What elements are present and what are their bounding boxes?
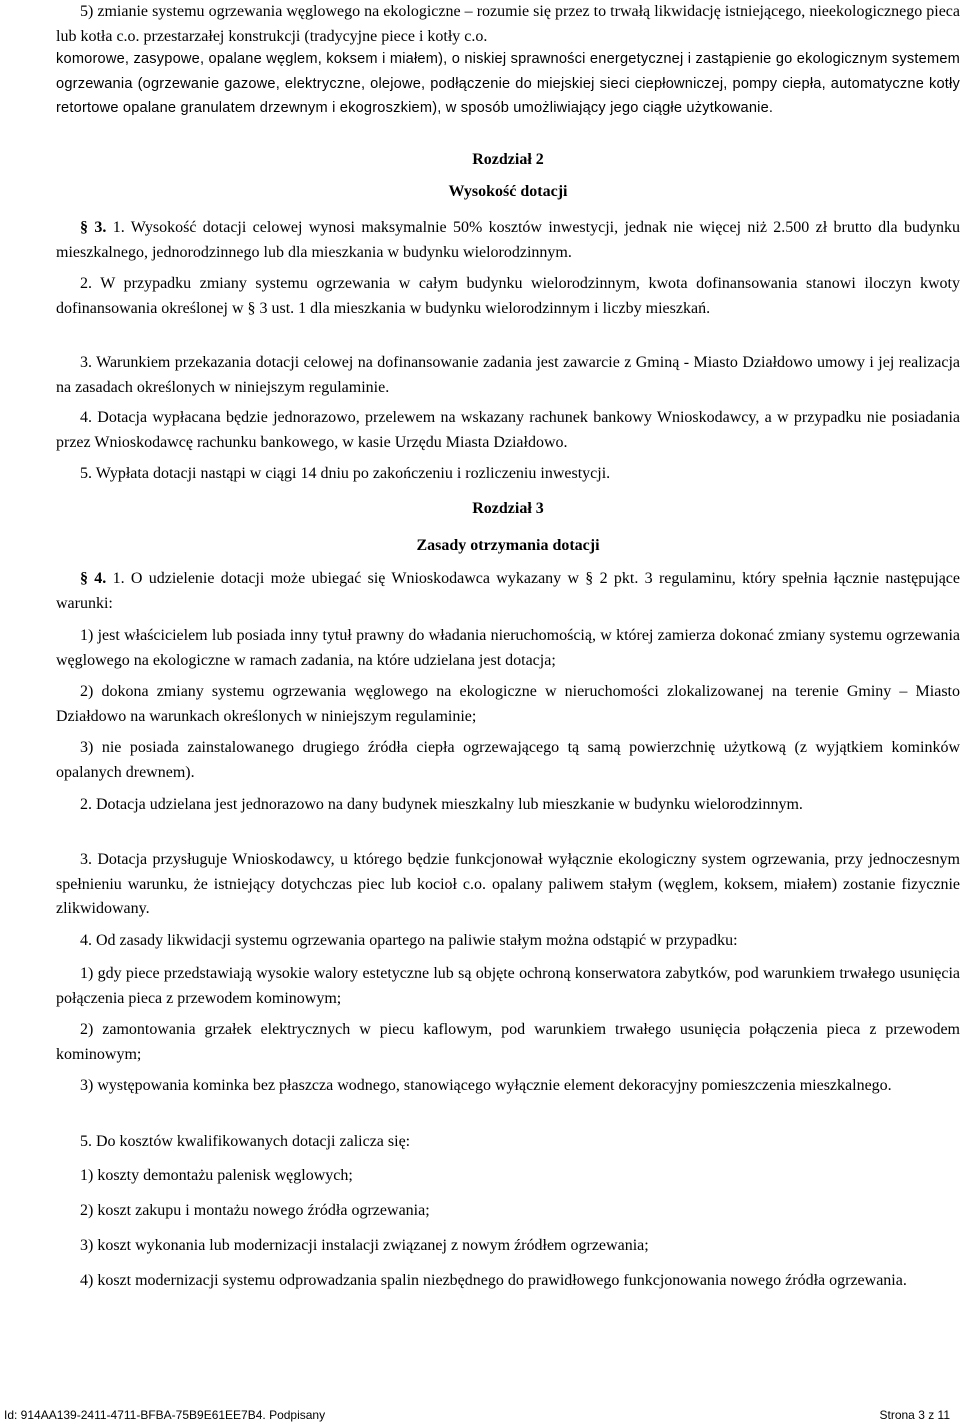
paragraph-text: 5. Do kosztów kwalifikowanych dotacji zalicza się: — [80, 1133, 411, 1150]
section-3-paragraph-4 — [56, 406, 960, 455]
section-4-paragraph-3 — [56, 848, 960, 922]
section-mark: § — [80, 219, 88, 236]
section-4-point-4-2 — [56, 1018, 960, 1067]
section-3-paragraph-5 — [56, 462, 960, 487]
intro-continuation: komorowe, zasypowe, opalane węglem, koksem i miałem), o niskiej sprawności energetycznej i zastąpienie go ekologicznym systemem ogrzewania (ogrzewanie gazowe, elektryczne, olejowe, podłączenie do miejskiej sieci ciepłowniczej, pompy ciepła, automatyczne kotły retortowe opalane granulatem drzewnym i ekogroszkiem), w sposób umożliwiający jego ciągłe użytkowanie. — [56, 51, 960, 116]
paragraph-text: 1. O udzielenie dotacji może ubiegać się Wnioskodawca wykazany w § 2 pkt. 3 regulaminu, który spełnia łącznie następujące warunki: — [56, 570, 960, 612]
section-3-paragraph-1 — [56, 216, 960, 265]
document-id: Id: 914AA139-2411-4711-BFBA-75B9E61EE7B4. Podpisany — [4, 1408, 326, 1422]
section-4-paragraph-1 — [56, 567, 960, 616]
section-4-point-5-2 — [56, 1199, 960, 1224]
intro-line: 5) zmianie systemu ogrzewania węglowego na ekologiczne – rozumie się przez to trwałą likwidację istniejącego, nieekologicznego pieca lub kotła c.o. przestarzałej konstrukcji (tradycyjne piece i kotły c.o. — [56, 3, 960, 45]
paragraph-text: 3. Dotacja przysługuje Wnioskodawcy, u którego będzie funkcjonował wyłącznie ekologiczny system ogrzewania, przy jednoczesnym spełnieniu warunku, że istniejący dotychczas piec lub kocioł c.o. opalany paliwem stałym (węglem, koksem, miałem) zostanie fizycznie zlikwidowany. — [56, 851, 960, 917]
paragraph-text: 2. Dotacja udzielana jest jednorazowo na dany budynek mieszkalny lub mieszkanie w budynku wielorodzinnym. — [80, 796, 803, 813]
paragraph-text: 3) koszt wykonania lub modernizacji instalacji związanej z nowym źródłem ogrzewania; — [80, 1237, 649, 1254]
paragraph-text: 2) dokona zmiany systemu ogrzewania węglowego na ekologiczne w nieruchomości zlokalizowanej na terenie Gminy – Miasto Działdowo na warunkach określonych w niniejszym regulaminie; — [56, 683, 960, 725]
section-3-paragraph-3 — [56, 351, 960, 400]
paragraph-text: 2) zamontowania grzałek elektrycznych w piecu kaflowym, pod warunkiem trwałego usunięcia połączenia pieca z przewodem kominowym; — [56, 1021, 960, 1063]
section-number: 3. — [94, 219, 107, 236]
paragraph-text: 2. W przypadku zmiany systemu ogrzewania w całym budynku wielorodzinnym, kwota dofinansowania stanowi iloczyn kwoty dofinansowania określonej w § 3 ust. 1 dla mieszkania w budynku wielorodzinnym i liczby mieszkań. — [56, 275, 960, 317]
chapter-3-title: Rozdział 3 — [472, 500, 544, 517]
paragraph-text: 1) koszty demontażu palenisk węglowych; — [80, 1167, 353, 1184]
section-4-paragraph-2 — [56, 793, 960, 818]
paragraph-text: 1. Wysokość dotacji celowej wynosi maksymalnie 50% kosztów inwestycji, jednak nie więcej niż 2.500 zł brutto dla budynku mieszkalnego, jednorodzinnego lub dla mieszkania w budynku wielorodzinnym. — [56, 219, 960, 261]
section-4-point-1-3 — [56, 736, 960, 785]
section-3-paragraph-2 — [56, 272, 960, 321]
paragraph-text: 4. Od zasady likwidacji systemu ogrzewania opartego na paliwie stałym można odstąpić w przypadku: — [80, 932, 738, 949]
paragraph-text: 4. Dotacja wypłacana będzie jednorazowo, przelewem na wskazany rachunek bankowy Wnioskodawcy, a w przypadku nie posiadania przez Wnioskodawcę rachunku bankowego, w kasie Urzędu Miasta Działdowo. — [56, 409, 960, 451]
section-4-point-1-2 — [56, 680, 960, 729]
paragraph-text: 3. Warunkiem przekazania dotacji celowej na dofinansowanie zadania jest zawarcie z Gminą - Miasto Działdowo umowy i jej realizacja na zasadach określonych w niniejszym regulaminie. — [56, 354, 960, 396]
chapter-3-subtitle: Zasady otrzymania dotacji — [416, 537, 600, 554]
chapter-2-title: Rozdział 2 — [472, 151, 544, 168]
paragraph-text: 1) gdy piece przedstawiają wysokie walory estetyczne lub są objęte ochroną konserwatora zabytków, pod warunkiem trwałego usunięcia połączenia pieca z przewodem kominowym; — [56, 965, 960, 1007]
section-4-point-4-3 — [56, 1074, 960, 1099]
chapter-2-subtitle: Wysokość dotacji — [448, 183, 568, 200]
page-number: Strona 3 z 11 — [879, 1408, 950, 1422]
paragraph-text: 1) jest właścicielem lub posiada inny tytuł prawny do władania nieruchomością, w której zamierza dokonać zmiany systemu ogrzewania węglowego na ekologiczne w ramach zadania, na które udzielana jest dotacja; — [56, 627, 960, 669]
section-mark: § — [80, 570, 88, 587]
section-4-point-4-1 — [56, 962, 960, 1011]
section-number: 4. — [94, 570, 107, 587]
paragraph-text: 3) występowania kominka bez płaszcza wodnego, stanowiącego wyłącznie element dekoracyjny pomieszczenia mieszkalnego. — [80, 1077, 892, 1094]
intro-item-5 — [56, 0, 960, 49]
section-4-point-5-1 — [56, 1164, 960, 1189]
section-4-point-1-1 — [56, 624, 960, 673]
section-4-point-5-4 — [56, 1269, 960, 1294]
paragraph-text: 3) nie posiada zainstalowanego drugiego źródła ciepła ogrzewającego tą samą powierzchnię użytkową (z wyjątkiem kominków opalanych drewnem). — [56, 739, 960, 781]
section-4-point-5-3 — [56, 1234, 960, 1259]
paragraph-text: 2) koszt zakupu i montażu nowego źródła ogrzewania; — [80, 1202, 430, 1219]
paragraph-text: 4) koszt modernizacji systemu odprowadzania spalin niezbędnego do prawidłowego funkcjonowania nowego źródła ogrzewania. — [80, 1272, 907, 1289]
paragraph-text: 5. Wypłata dotacji nastąpi w ciągi 14 dniu po zakończeniu i rozliczeniu inwestycji. — [80, 465, 611, 482]
section-4-paragraph-4 — [56, 929, 960, 954]
section-4-paragraph-5 — [56, 1130, 960, 1155]
